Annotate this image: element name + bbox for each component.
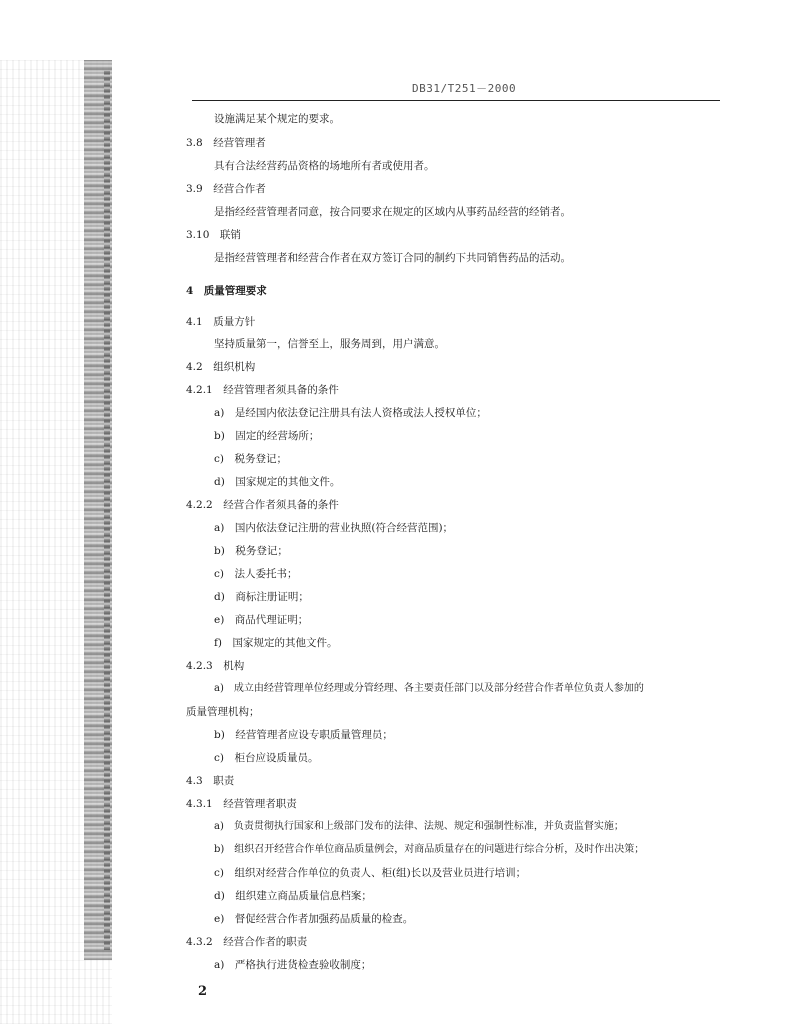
list-item: d) 商标注册证明； xyxy=(214,591,309,603)
text-line: 设施满足某个规定的要求。 xyxy=(214,113,340,125)
section-heading: 4.3.1 经营管理者职责 xyxy=(186,798,297,810)
list-item: b) 税务登记； xyxy=(214,545,288,557)
list-item: a) 国内依法登记注册的营业执照(符合经营范围)； xyxy=(214,522,454,534)
list-item: e) 商品代理证明； xyxy=(214,614,309,626)
section-heading: 4.1 质量方针 xyxy=(186,316,256,328)
section-heading: 4.2 组织机构 xyxy=(186,361,256,373)
standard-code-header: DB31/T251－2000 xyxy=(412,82,517,95)
page-number: 2 xyxy=(198,984,208,999)
section-heading: 3.8 经营管理者 xyxy=(186,137,266,149)
text-line: 是指经营管理者和经营合作者在双方签订合同的制约下共同销售药品的活动。 xyxy=(214,252,571,264)
list-item: b) 组织召开经营合作单位商品质量例会，对商品质量存在的问题进行综合分析，及时作出决策； xyxy=(214,844,645,855)
list-item: d) 组织建立商品质量信息档案； xyxy=(214,890,372,902)
text-line: 是指经经营管理者同意，按合同要求在规定的区域内从事药品经营的经销者。 xyxy=(214,206,571,218)
list-item: c) 柜台应设质量员。 xyxy=(214,752,319,764)
header-rule xyxy=(192,100,720,101)
scan-binding-strip-dark xyxy=(104,70,110,950)
list-item: b) 固定的经营场所； xyxy=(214,430,320,442)
chapter-heading: 4 质量管理要求 xyxy=(186,285,267,297)
text-line: 质量管理机构； xyxy=(186,706,260,718)
section-heading: 4.2.3 机构 xyxy=(186,660,245,672)
section-heading: 4.3.2 经营合作者的职责 xyxy=(186,936,308,948)
section-heading: 4.3 职责 xyxy=(186,775,235,787)
section-heading: 4.2.1 经营管理者须具备的条件 xyxy=(186,384,339,396)
list-item: a) 负责贯彻执行国家和上级部门发布的法律、法规、规定和强制性标准，并负责监督实施； xyxy=(214,821,624,832)
section-heading: 3.9 经营合作者 xyxy=(186,183,266,195)
list-item: a) 严格执行进货检查验收制度； xyxy=(214,959,372,971)
list-item: e) 督促经营合作者加强药品质量的检查。 xyxy=(214,913,414,925)
section-heading: 4.2.2 经营合作者须具备的条件 xyxy=(186,499,339,511)
list-item: f) 国家规定的其他文件。 xyxy=(214,637,338,649)
list-item: b) 经营管理者应设专职质量管理员； xyxy=(214,729,393,741)
text-line: 具有合法经营药品资格的场地所有者或使用者。 xyxy=(214,160,435,172)
list-item: d) 国家规定的其他文件。 xyxy=(214,476,341,488)
list-item: c) 组织对经营合作单位的负责人、柜(组)长以及营业员进行培训； xyxy=(214,867,527,879)
list-item: a) 成立由经营管理单位经理或分管经理、各主要责任部门以及部分经营合作者单位负责人参加的 xyxy=(214,683,644,694)
list-item: c) 法人委托书； xyxy=(214,568,298,580)
list-item: a) 是经国内依法登记注册具有法人资格或法人授权单位； xyxy=(214,407,487,419)
section-heading: 3.10 联销 xyxy=(186,229,241,241)
text-line: 坚持质量第一，信誉至上，服务周到，用户满意。 xyxy=(214,338,445,350)
list-item: c) 税务登记； xyxy=(214,453,287,465)
